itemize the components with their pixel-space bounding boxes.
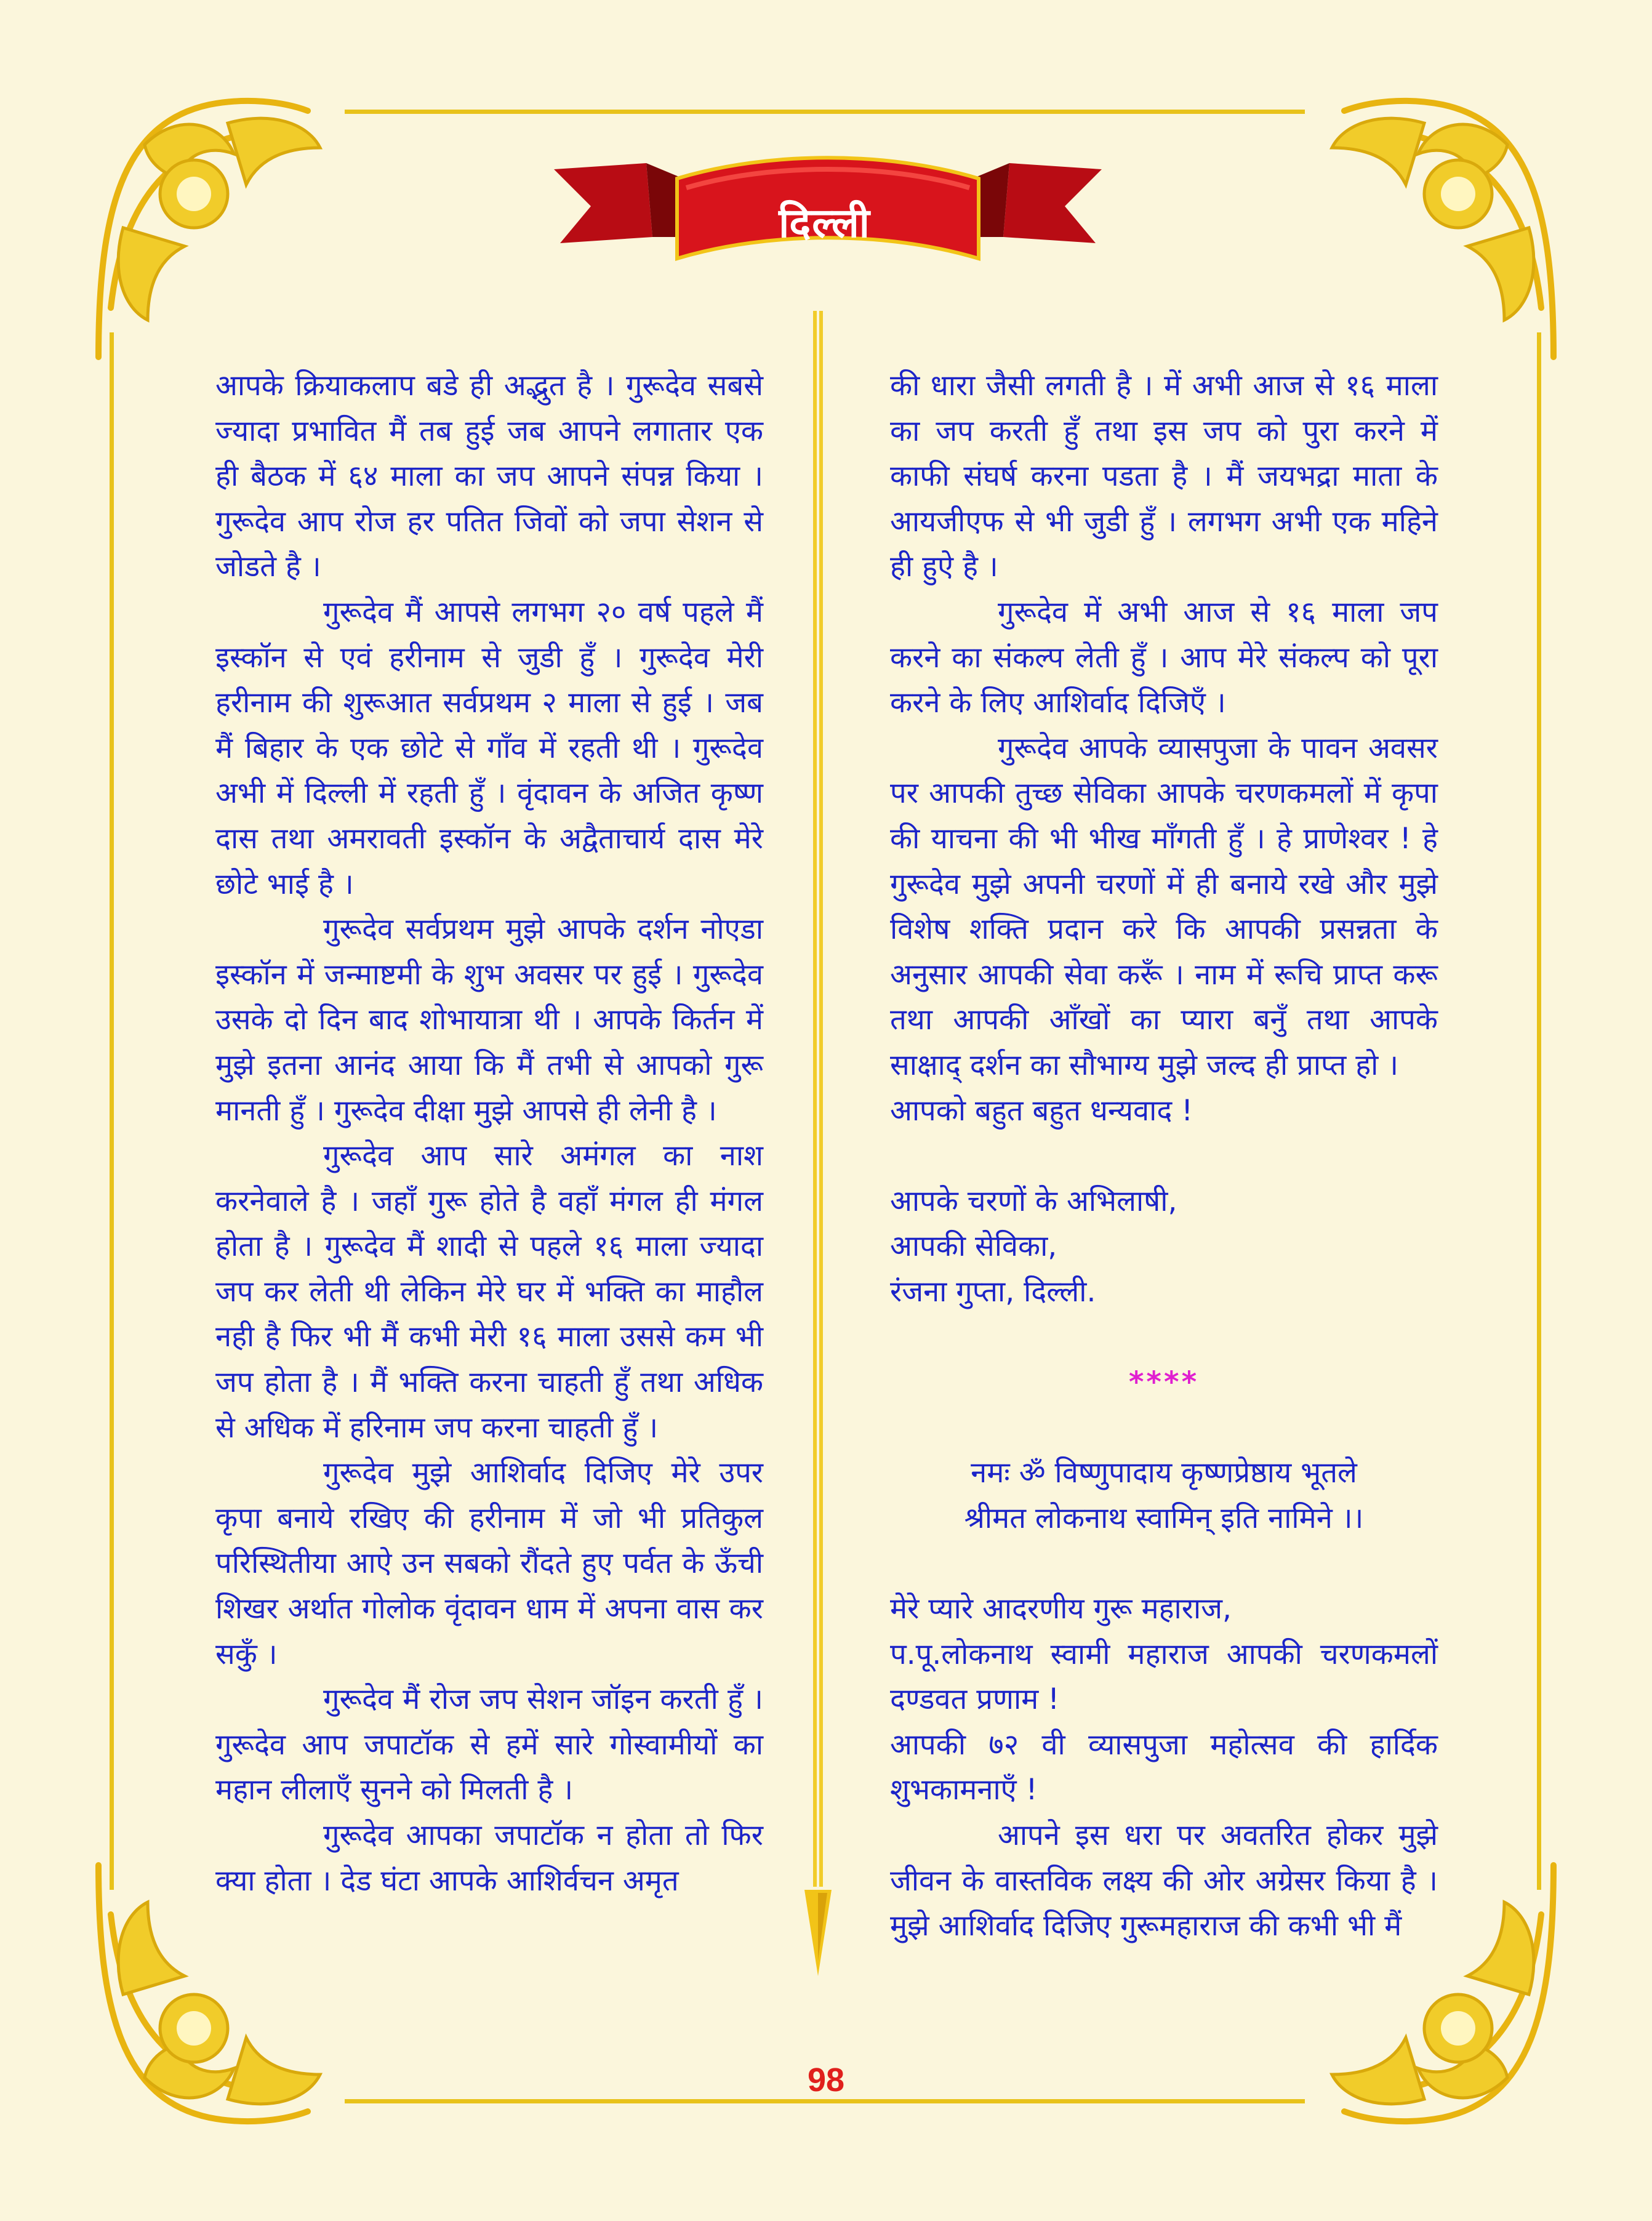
greeting-address: प.पू.लोकनाथ स्वामी महाराज आपकी चरणकमलों दण्डवत प्रणाम ! (890, 1637, 1438, 1717)
mantra-line-2: श्रीमत लोकनाथ स्वामिन् इति नामिने ।। (964, 1501, 1364, 1535)
right-paragraph-1: की धारा जैसी लगती है । में अभी आज से १६ माला का जप करती हुँ तथा इस जप को पुरा करने में काफी संघर्ष करना पडता है । मैं जयभद्रा माता के आयजीएफ से भी जुडी हुँ । लगभग अभी एक महिने ही हुऐ है । (890, 369, 1438, 584)
left-column (215, 363, 763, 1903)
signature-line-1: आपके चरणों के अभिलाषी, (890, 1184, 1177, 1218)
column-divider (803, 311, 833, 1979)
frame-top-line (345, 110, 1305, 114)
right-column (890, 363, 1438, 1949)
left-paragraph-4: गुरूदेव आप सारे अमंगल का नाश करनेवाले है । जहाँ गुरू होते है वहाँ मंगल ही मंगल होता है । गुरूदेव मैं शादी से पहले १६ माला ज्यादा जप कर लेती थी लेकिन मेरे घर में भक्ति का माहौल नही है फिर भी मैं कभी मेरी १६ माला उससे कम भी जप होता है । मैं भक्ति करना चाहती हुँ तथा अधिक से अधिक में हरिनाम जप करना चाहती हुँ । (215, 1139, 763, 1445)
corner-ornament-top-left (86, 86, 375, 376)
frame-bottom-line (345, 2099, 1305, 2103)
right-paragraph-4: आपने इस धरा पर अवतरित होकर मुझे जीवन के वास्तविक लक्ष्य की ओर अग्रेसर किया है । मुझे आशिर्वाद दिजिए गुरूमहाराज की कभी भी मैं (890, 1818, 1438, 1943)
page-title: दिल्ली (779, 199, 871, 247)
page-number: 98 (807, 2062, 845, 2099)
section-separator-stars: **** (1128, 1365, 1200, 1400)
signature-line-2: आपकी सेविका, (890, 1229, 1057, 1264)
frame-left-line (110, 332, 114, 1890)
left-paragraph-7: गुरूदेव आपका जपाटॉक न होता तो फिर क्या होता । देड घंटा आपके आशिर्वचन अमृत (215, 1818, 763, 1898)
corner-ornament-top-right (1277, 86, 1566, 376)
mantra-line-1: नमः ॐ विष्णुपादाय कृष्णप्रेष्ठाय भूतले (971, 1456, 1357, 1490)
greeting-line: मेरे प्यारे आदरणीय गुरू महाराज, (890, 1592, 1232, 1626)
left-paragraph-2: गुरूदेव मैं आपसे लगभग २० वर्ष पहले मैं इस्कॉन से एवं हरीनाम से जुडी हुँ । गुरूदेव मेरी हरीनाम की शुरूआत सर्वप्रथम २ माला से हुई । जब मैं बिहार के एक छोटे से गाँव में रहती थी । गुरूदेव अभी में दिल्ली में रहती हुँ । वृंदावन के अजित कृष्ण दास तथा अमरावती इस्कॉन के अद्वैताचार्य दास मेरे छोटे भाई है । (215, 595, 763, 901)
frame-right-line (1537, 332, 1541, 1890)
greeting-wishes: आपकी ७२ वी व्यासपुजा महोत्सव की हार्दिक शुभकामनाएँ ! (890, 1727, 1438, 1807)
left-paragraph-5: गुरूदेव मुझे आशिर्वाद दिजिए मेरे उपर कृपा बनाये रखिए की हरीनाम में जो भी प्रतिकुल परिस्थितीया आऐ उन सबको रौंदते हुए पर्वत के ऊँची शिखर अर्थात गोलोक वृंदावन धाम में अपना वास कर सकुँ । (215, 1456, 763, 1671)
right-paragraph-2: गुरूदेव में अभी आज से १६ माला जप करने का संकल्प लेती हुँ । आप मेरे संकल्प को पूरा करने के लिए आशिर्वाद दिजिएँ । (890, 595, 1438, 720)
left-paragraph-6: गुरूदेव मैं रोज जप सेशन जॉइन करती हुँ । गुरूदेव आप जपाटॉक से हमें सारे गोस्वामीयों का महान लीलाएँ सुनने को मिलती है । (215, 1682, 763, 1807)
left-paragraph-3: गुरूदेव सर्वप्रथम मुझे आपके दर्शन नोएडा इस्कॉन में जन्माष्टमी के शुभ अवसर पर हुई । गुरूदेव उसके दो दिन बाद शोभायात्रा थी । आपके किर्तन में मुझे इतना आनंद आया कि मैं तभी से आपको गुरू मानती हुँ । गुरूदेव दीक्षा मुझे आपसे ही लेनी है । (215, 912, 763, 1128)
thanks-line: आपको बहुत बहुत धन्यवाद ! (890, 1093, 1193, 1128)
signature-name: रंजना गुप्ता, दिल्ली. (890, 1274, 1096, 1309)
right-paragraph-3: गुरूदेव आपके व्यासपुजा के पावन अवसर पर आपकी तुच्छ सेविका आपके चरणकमलों में कृपा की याचना की भी भीख माँगती हुँ । हे प्राणेश्वर ! हे गुरूदेव मुझे अपनी चरणों में ही बनाये रखे और मुझे विशेष शक्ति प्रदान करे कि आपकी प्रसन्नता के अनुसार आपकी सेवा करूँ । नाम में रूचि प्राप्त करू तथा आपकी आँखों का प्यारा बनुँ तथा आपके साक्षाद् दर्शन का सौभाग्य मुझे जल्द ही प्राप्त हो । (890, 731, 1438, 1082)
left-paragraph-1: आपके क्रियाकलाप बडे ही अद्भुत है । गुरूदेव सबसे ज्यादा प्रभावित मैं तब हुई जब आपने लगातार एक ही बैठक में ६४ माला का जप आपने संपन्न किया । गुरूदेव आप रोज हर पतित जिवों को जपा सेशन से जोडते है । (215, 369, 763, 584)
